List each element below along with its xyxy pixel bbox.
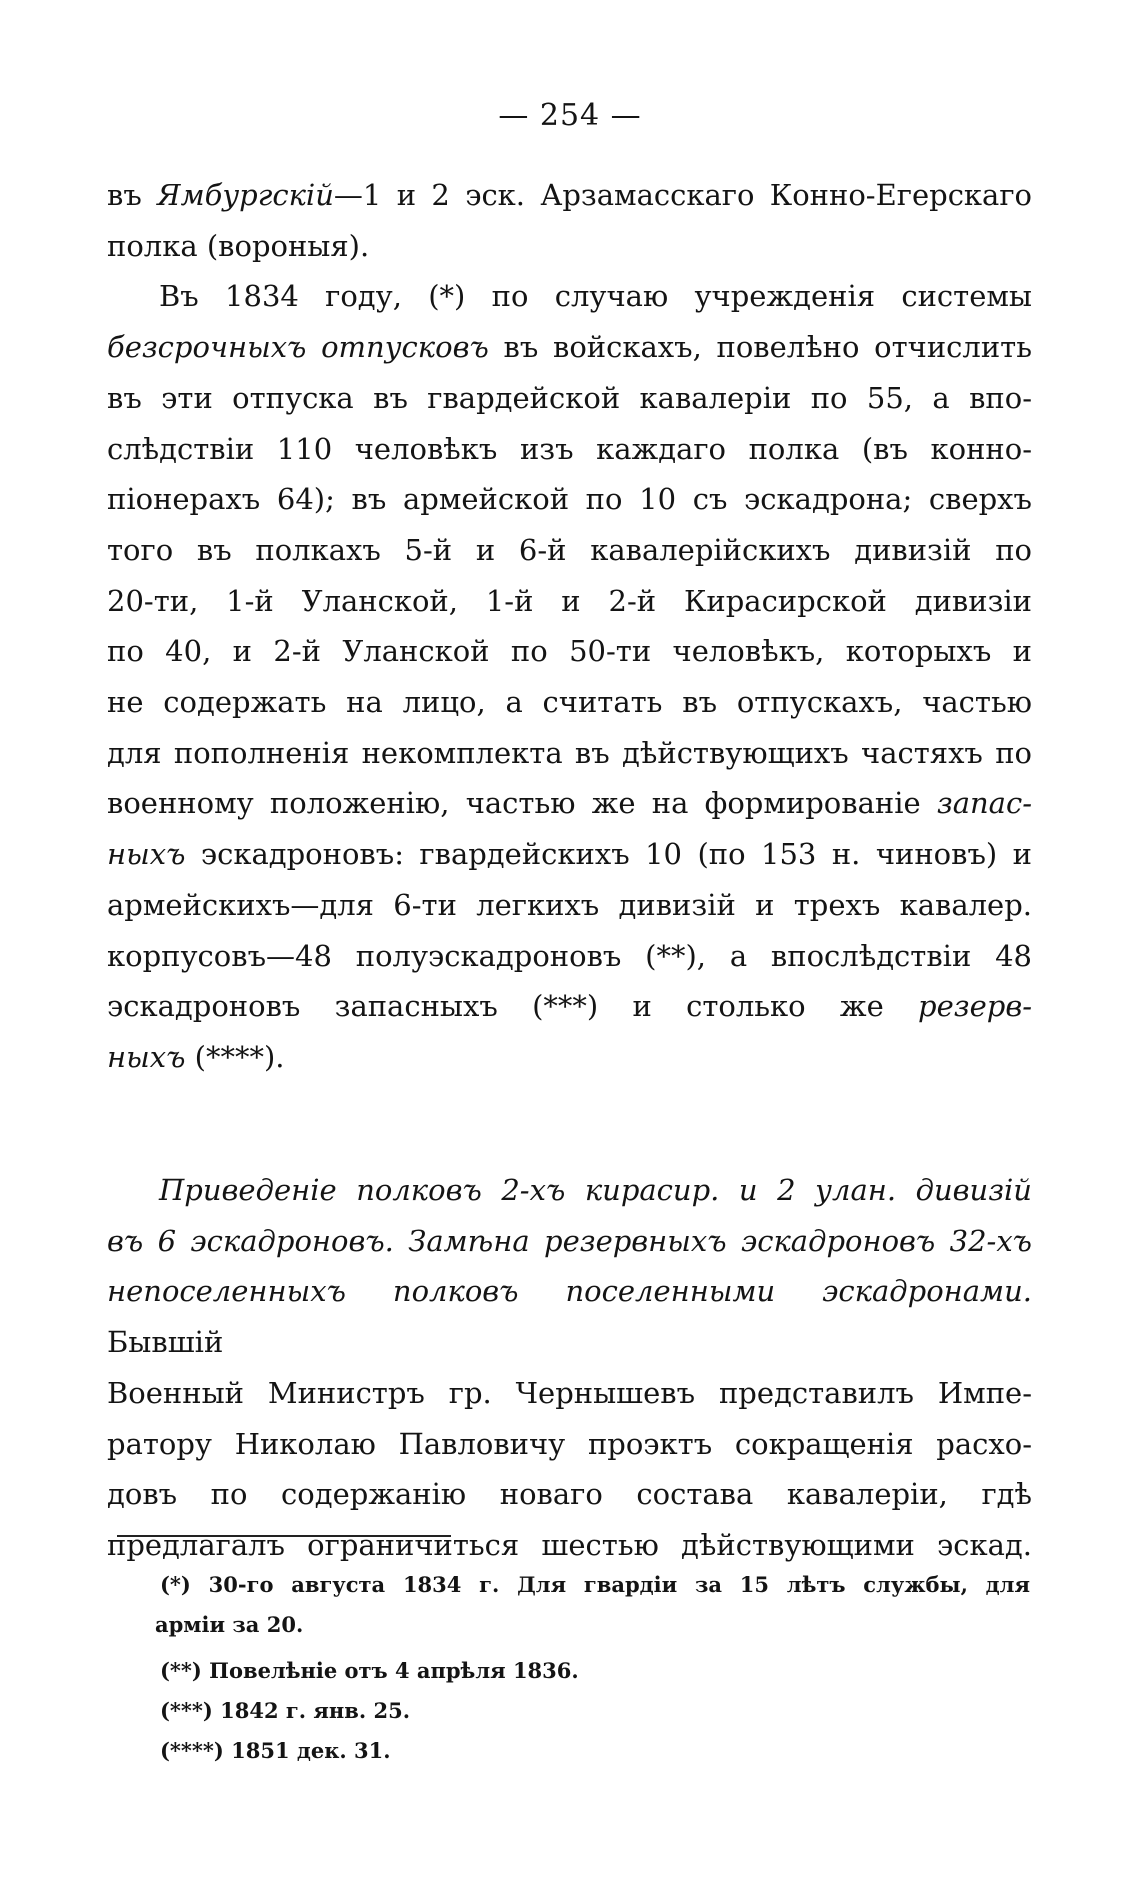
text-line: полка (вороныя). [107,228,370,263]
footnote-divider [117,1535,451,1537]
text-line: ныхъ (****). [107,1039,285,1074]
main-text-lower [107,1165,1032,1571]
text-line: того въ полкахъ 5-й и 6-й кавалерійскихъ дивизій по [107,532,1032,567]
footnote-line: (****) 1851 дек. 31. [160,1738,391,1763]
text-line: армейскихъ—для 6-ти легкихъ дивизій и трехъ кавалер. [107,887,1032,922]
text-line: военному положенію, частью же на формированіе запас- [107,786,1032,821]
footnote-line: (**) Повелѣніе отъ 4 апрѣля 1836. [160,1658,579,1683]
text-line: Въ 1834 году, (*) по случаю учрежденія системы [159,279,1032,314]
text-line: эскадроновъ запасныхъ (***) и столько же резерв- [107,989,1032,1024]
text-line: предлагалъ ограничиться шестью дѣйствующими эскад. [107,1527,1032,1562]
text-line: не содержать на лицо, а считать въ отпускахъ, частью [107,685,1032,720]
footnote-line: (*) 30-го августа 1834 г. Для гвардіи за 15 лѣтъ службы, для [160,1572,1030,1597]
text-line: ныхъ эскадроновъ: гвардейскихъ 10 (по 153 н. чиновъ) и [107,837,1032,872]
text-line: непоселенныхъ полковъ поселенными эскадронами. Бывшій [107,1274,1032,1360]
text-line: для пополненія некомплекта въ дѣйствующихъ частяхъ по [107,735,1032,770]
footnote-line: арміи за 20. [155,1612,304,1637]
main-text-upper [107,170,1032,1083]
text-line: ратору Николаю Павловичу проэктъ сокращенія расхо- [107,1426,1032,1461]
text-line: довъ по содержанію новаго состава кавалеріи, гдѣ [107,1477,1032,1512]
text-line: Приведеніе полковъ 2-хъ кирасир. и 2 улан. дивизій [159,1173,1032,1207]
page-number: — 254 — [498,98,642,133]
text-line: слѣдствіи 110 человѣкъ изъ каждаго полка (въ конно- [107,431,1032,466]
text-line: по 40, и 2-й Уланской по 50-ти человѣкъ, которыхъ и [107,634,1032,669]
text-line: въ эти отпуска въ гвардейской кавалеріи по 55, а впо- [107,380,1032,415]
text-line: безсрочныхъ отпусковъ въ войскахъ, повелѣно отчислить [107,330,1033,365]
text-line: Военный Министръ гр. Чернышевъ представилъ Импе- [107,1375,1032,1410]
text-line: въ 6 эскадроновъ. Замѣна резервныхъ эскадроновъ 32-хъ [107,1223,1032,1258]
text-line: въ Ямбургскій—1 и 2 эск. Арзамасскаго Конно-Егерскаго [107,178,1033,212]
text-line: піонерахъ 64); въ армейской по 10 съ эскадрона; сверхъ [107,482,1032,517]
footnotes [155,1565,1030,1771]
footnote-line: (***) 1842 г. янв. 25. [160,1698,411,1723]
text-line: 20-ти, 1-й Уланской, 1-й и 2-й Кирасирской дивизіи [107,583,1032,618]
text-line: корпусовъ—48 полуэскадроновъ (**), а впослѣдствіи 48 [107,938,1032,973]
